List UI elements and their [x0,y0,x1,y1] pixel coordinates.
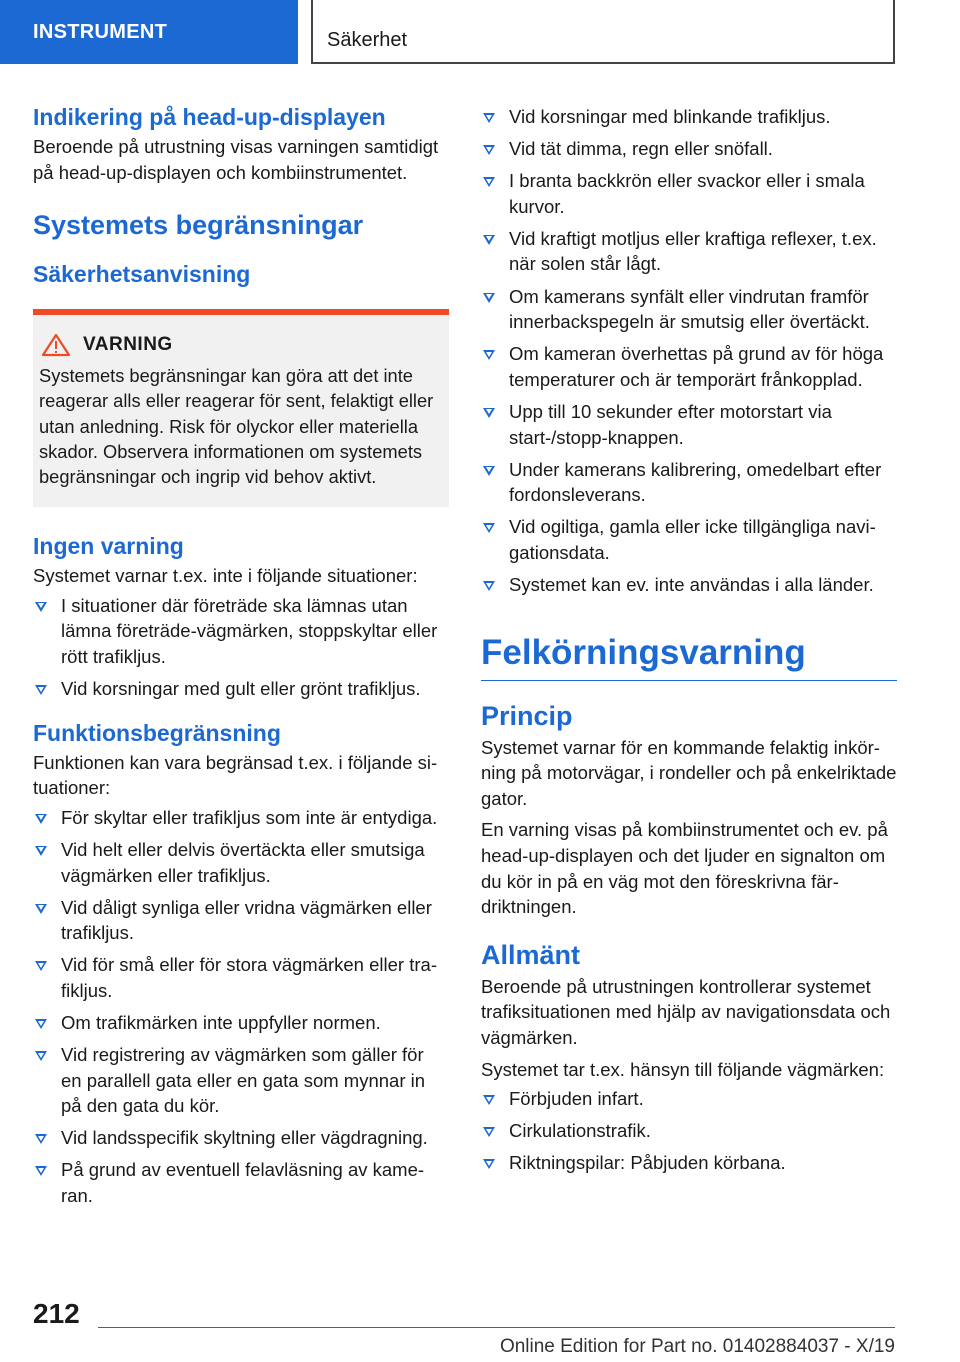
list-item: Vid tät dimma, regn eller snöfall. [481,136,897,162]
list-item: I situationer där företräde ska lämnas utan lämna företräde-vägmärken, stoppskyltar eller rött trafikljus. [33,593,449,670]
triangle-bullet-icon [483,1159,495,1169]
list-item: Vid landsspecifik skyltning eller vägdragning. [33,1125,449,1151]
list-item: Upp till 10 sekunder efter motorstart via start-/stopp-knappen. [481,399,897,450]
list-item: Under kamerans kalibrering, omedelbart efter fordonsleverans. [481,457,897,508]
heading-general: Allmänt [481,939,581,970]
list-item: Vid ogiltiga, gamla eller icke tillgängliga navigationsdata. [481,514,897,565]
list-item: Vid registrering av vägmärken som gäller för en parallell gata eller en gata som mynnar in på den gata du kör. [33,1042,449,1119]
triangle-bullet-icon [35,846,47,856]
triangle-bullet-icon [483,1095,495,1105]
list-item: I branta backkrön eller svackor eller i smala kurvor. [481,168,897,219]
heading-rule [481,680,897,681]
triangle-bullet-icon [483,293,495,303]
warning-triangle-icon [41,333,71,357]
list-item: Förbjuden infart. [481,1086,897,1112]
list-item: Cirkulationstrafik. [481,1118,897,1144]
left-column [33,100,449,1215]
list-item: För skyltar eller trafikljus som inte är entydiga. [33,805,449,831]
list-item: Riktningspilar: Påbjuden körbana. [481,1150,897,1176]
list-item: Vid kraftigt motljus eller kraftiga reflexer, t.ex. när solen står lågt. [481,226,897,277]
right-column [481,100,897,1182]
triangle-bullet-icon [483,408,495,418]
footer-rule [98,1327,895,1328]
warning-header [39,333,443,357]
list-item: Vid korsningar med gult eller grönt trafikljus. [33,676,449,702]
warning-box [33,309,449,507]
section-title: Säkerhet [311,0,895,64]
triangle-bullet-icon [483,235,495,245]
heading-safety: Säkerhetsanvisning [33,261,251,288]
no-warning-text: Systemet varnar t.ex. inte i följande situationer: [33,565,418,587]
triangle-bullet-icon [483,350,495,360]
chapter-tab: INSTRUMENT [0,0,298,64]
triangle-bullet-icon [35,1051,47,1061]
triangle-bullet-icon [483,177,495,187]
heading-no-warning: Ingen varning [33,533,184,560]
triangle-bullet-icon [35,1134,47,1144]
list-item: Vid helt eller delvis övertäckta eller smutsiga vägmärken eller trafikljus. [33,837,449,888]
warning-text: Systemets begränsningar kan göra att det inte reagerar alls eller reagerar för sent, felaktigt eller utan anledning. Risk för olyckor eller materiella skador. Observera informationen om systemets begränsningar och ingrip vid behov aktivt. [39,365,434,487]
triangle-bullet-icon [483,145,495,155]
function-limits-text: Funktionen kan vara begränsad t.ex. i följande situationer: [33,751,438,799]
triangle-bullet-icon [35,1166,47,1176]
general-text-2: Systemet tar t.ex. hänsyn till följande vägmärken: [481,1058,885,1080]
road-signs-list [481,1086,897,1176]
triangle-bullet-icon [35,602,47,612]
triangle-bullet-icon [35,685,47,695]
triangle-bullet-icon [35,814,47,824]
heading-function-limits: Funktionsbegränsning [33,719,281,746]
no-warning-list [33,593,449,702]
list-item: På grund av eventuell felavläsning av kameran. [33,1157,449,1208]
function-limits-list [33,805,449,1209]
triangle-bullet-icon [35,961,47,971]
list-item: Systemet kan ev. inte användas i alla länder. [481,572,897,598]
list-item: Om kamerans synfält eller vindrutan framför innerbackspegeln är smutsig eller övertäckt. [481,284,897,335]
triangle-bullet-icon [483,581,495,591]
list-item: Vid för små eller för stora vägmärken eller trafikljus. [33,952,449,1003]
triangle-bullet-icon [35,904,47,914]
edition-text: Online Edition for Part no. 01402884037 - X/19 [499,1336,895,1357]
list-item: Om trafikmärken inte uppfyller normen. [33,1010,449,1036]
triangle-bullet-icon [483,466,495,476]
principle-text-1: Systemet varnar för en kommande felaktig inkörning på motorvägar, i rondeller och på enkelriktade gator. [481,736,897,809]
heading-hud: Indikering på head-up-displayen [33,104,386,130]
triangle-bullet-icon [483,1127,495,1137]
hud-text: Beroende på utrustning visas varningen samtidigt på head-up-displayen och kombiinstrumentet. [33,136,439,183]
principle-text-2: En varning visas på kombiinstrumentet och ev. på head-up-displayen och det ljuder en signalton om du kör in på en väg mot den föreskrivna färdriktningen. [481,819,888,918]
conditions-list [481,104,897,598]
list-item: Om kameran överhettas på grund av för höga temperaturer och är temporärt frånkopplad. [481,341,897,392]
list-item: Vid korsningar med blinkande trafikljus. [481,104,897,130]
list-item: Vid dåligt synliga eller vridna vägmärken eller trafikljus. [33,895,449,946]
triangle-bullet-icon [35,1019,47,1029]
page-number: 212 [33,1298,80,1329]
heading-wrong-way-warning: Felkörningsvarning [481,632,806,672]
general-text-1: Beroende på utrustningen kontrollerar systemet trafiksituationen med hjälp av navigationsdata och vägmärken. [481,975,891,1048]
triangle-bullet-icon [483,523,495,533]
triangle-bullet-icon [483,113,495,123]
heading-limitations: Systemets begränsningar [33,210,364,241]
heading-principle: Princip [481,700,573,731]
warning-title: VARNING [83,334,173,356]
